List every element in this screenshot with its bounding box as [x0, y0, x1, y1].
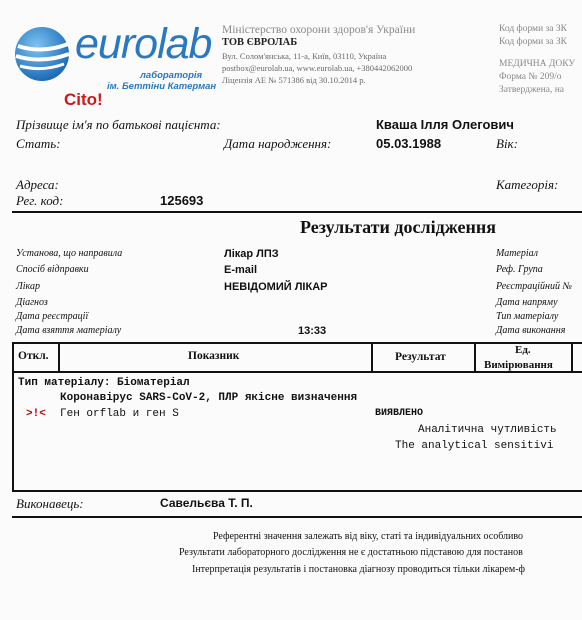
- deviation-flag: >!<: [26, 408, 46, 420]
- footer-line-1: Референтні значення залежать від віку, статі та індивідуальних особливо: [213, 531, 524, 542]
- company-address: Вул. Солом'янська, 11-а, Київ, 03110, Україна: [222, 51, 387, 61]
- material-type-row: Тип матеріалу: Біоматеріал: [18, 377, 190, 389]
- col-divider-4: [571, 342, 573, 372]
- col-divider-1: [58, 342, 60, 372]
- info-value-delivery: E-mail: [224, 264, 258, 276]
- sensitivity-note-en: The analytical sensitivi: [395, 440, 554, 452]
- info-label-diagnosis: Діагноз: [16, 297, 48, 308]
- ministry: Міністерство охорони здоров'я України: [222, 24, 416, 36]
- reg-code-value: 125693: [160, 193, 204, 208]
- info-label-referral-date: Дата напряму: [496, 297, 558, 308]
- test-result: ВИЯВЛЕНО: [375, 408, 424, 419]
- footer-line-3: Інтерпретація результатів і постановка діагнозу проводиться тільки лікарем-ф: [192, 564, 526, 575]
- dob-label: Дата народження:: [224, 136, 332, 151]
- sensitivity-note-ua: Аналітична чутливість: [418, 424, 557, 436]
- cito-mark: Cito!: [64, 90, 103, 109]
- info-label-delivery: Спосіб відправки: [16, 264, 89, 275]
- patient-name-label: Прізвище ім'я по батькові пацієнта:: [16, 117, 221, 132]
- divider-bottom: [12, 516, 582, 518]
- dob-value: 05.03.1988: [376, 136, 442, 151]
- performer-value: Савельєва Т. П.: [160, 496, 253, 510]
- form-code-2: Код форми за ЗК: [499, 37, 567, 47]
- info-value-doctor: НЕВІДОМИЙ ЛІКАР: [224, 281, 328, 293]
- test-name: Ген orflab и ген S: [60, 408, 179, 420]
- age-label: Вік:: [496, 136, 518, 151]
- info-label-registration: Дата реєстрації: [16, 311, 89, 322]
- patient-name-value: Кваша Ілля Олегович: [376, 117, 514, 132]
- reg-code-label: Рег. код:: [16, 193, 64, 208]
- info-value-sampling-time: 13:33: [298, 325, 327, 337]
- license: Ліцензія АЕ № 571386 від 30.10.2014 р.: [222, 75, 366, 85]
- info-label-material: Матеріал: [496, 248, 538, 259]
- form-code-1: Код форми за ЗК: [499, 24, 567, 34]
- col-header-unit: Ед.: [515, 344, 531, 356]
- eurolab-globe-icon: [12, 24, 72, 84]
- address-label: Адреса:: [16, 177, 59, 192]
- logo-sub1: лабораторія: [140, 70, 203, 81]
- approved: Затверджена, на: [499, 85, 564, 95]
- info-value-institution: Лікар ЛПЗ: [224, 248, 279, 260]
- divider-top: [12, 211, 582, 213]
- col-divider-3: [474, 342, 476, 372]
- company-contacts: postbox@eurolab.ua, www.eurolab.ua, +380442062000: [222, 63, 413, 73]
- logo-brand: eurolab: [75, 20, 212, 68]
- company: ТОВ ЄВРОЛАБ: [222, 37, 298, 48]
- medical-doc: МЕДИЧНА ДОКУ: [499, 59, 576, 69]
- performer-label: Виконавець:: [16, 496, 84, 511]
- col-header-unit-2: Вимірювання: [484, 359, 553, 371]
- test-group-row: Коронавірус SARS-CoV-2, ПЛР якісне визначення: [60, 392, 358, 404]
- info-label-ref-group: Реф. Група: [496, 264, 543, 275]
- table-header-divider: [12, 371, 582, 373]
- info-label-doctor: Лікар: [16, 281, 40, 292]
- form-number: Форма № 209/о: [499, 72, 562, 82]
- col-divider-2: [371, 342, 373, 372]
- col-header-result: Результат: [395, 351, 446, 363]
- footer-line-2: Результати лабораторного дослідження не є достатньою підставою для постанов: [179, 547, 523, 558]
- sex-label: Стать:: [16, 136, 61, 151]
- info-label-completion-date: Дата виконання: [496, 325, 566, 336]
- logo: [12, 22, 222, 92]
- info-label-institution: Установа, що направила: [16, 248, 123, 259]
- logo-sub2: ім. Беттіни Катерман: [107, 81, 217, 92]
- col-header-indicator: Показник: [188, 350, 240, 362]
- category-label: Категорія:: [496, 177, 559, 192]
- results-title: Результати дослідження: [300, 217, 496, 237]
- info-label-material-type: Тип матеріалу: [496, 311, 559, 322]
- info-label-reg-number: Реєстраційний №: [496, 281, 572, 292]
- col-header-deviation: Откл.: [18, 350, 49, 362]
- info-label-sampling-date: Дата взяття матеріалу: [16, 325, 122, 336]
